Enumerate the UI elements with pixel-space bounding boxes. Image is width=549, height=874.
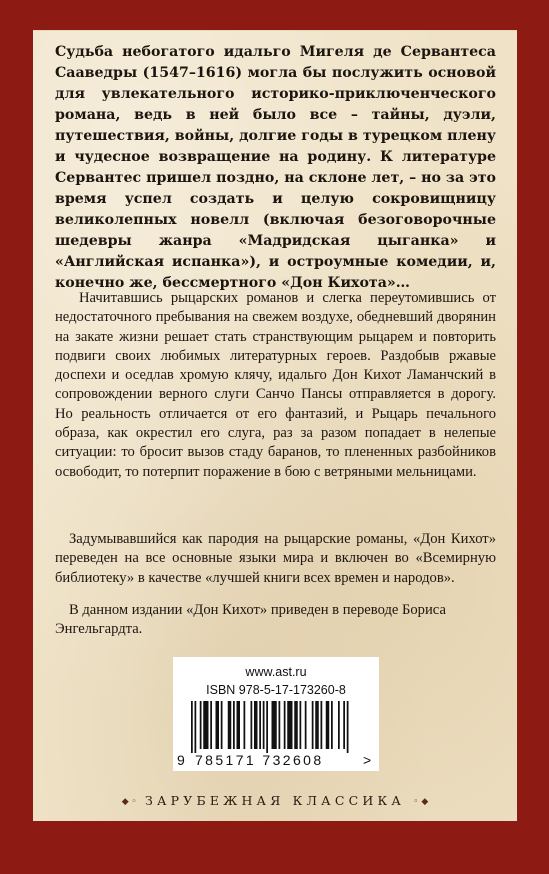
barcode-bar [203,701,208,749]
barcode-bar [272,701,277,749]
barcode-bar [343,701,345,749]
barcode-bar [254,701,258,749]
barcode-bar [244,701,246,749]
barcode-bar [263,701,265,749]
barcode-bar [331,701,333,749]
barcode-bar [191,701,193,753]
barcode-bar [237,701,241,749]
barcode-bar [251,701,253,749]
barcode-bar [195,701,197,753]
barcode-bar [347,701,349,753]
barcode-bar [326,701,330,749]
barcode-bar [210,701,212,749]
barcode-bar [287,701,292,749]
plot-paragraph: Начитавшись рыцарских романов и слегка переутомившись от недостаточного пребывания на свежем воздухе, обедневший дворянин на закате жизни решает стать странствующим рыцарем и повторить подвиги своих любимых литературных героев. Раздобыв ржавые доспехи и оседлав хромую клячу, идальго Дон Кихот Ламанчский в сопровождении верного слуги Санчо Пансы отправляется в дорогу. Но реальность отличается от его фантазий, и Рыцарь печального образа, как окрестил его слуга, раз за разом попадает в нелепые ситуации: то бросит вызов стаду баранов, то плененных разбойников освободит, то потерпит поражение в бою с ветряными мельницами. [55,290,496,480]
author-intro-paragraph: Судьба небогатого идальго Мигеля де Сервантеса Сааведры (1547–1616) могла бы послужить основой для увлекательного историко-приключенческого романа, ведь в ней было все – тайны, дуэли, путешествия, войны, долгие годы в турецком плену и чудесное возвращение на родину. К литературе Сервантес пришел поздно, на склоне лет, – но за это время успел создать и целую сокровищницу великолепных новелл (включая безоговорочные шедевры жанра «Мадридская цыганка» и «Английская испанка»), и остроумные комедии, и, конечно же, бессмертного «Дон Кихота»… [55,44,497,291]
barcode-quiet-zone-arrow: > [363,752,372,768]
ornament-left-icon: ◆ ◦ [121,797,137,807]
barcode-bar [312,701,314,749]
barcode-digits: 785171 732608 [195,752,324,768]
barcode-bar [321,701,323,749]
isbn-number: ISBN 978-5-17-173260-8 [206,683,346,697]
ornament-right-icon: ◦ ◆ [413,797,429,807]
barcode-bars [191,701,369,753]
barcode-bar [259,701,261,749]
barcode-lead-digit: 9 [177,752,185,768]
barcode-bar [305,701,307,749]
barcode-bar [279,701,281,749]
barcode-bar [221,701,223,749]
series-label: ЗАРУБЕЖНАЯ КЛАССИКА [144,793,406,808]
publisher-url: www.ast.ru [245,665,307,679]
barcode-bar [200,701,202,749]
barcode-bar [294,701,298,749]
edition-paragraph: В данном издании «Дон Кихот» приведен в переводе Бориса Энгельгардта. [55,602,446,638]
barcode-bar [300,701,302,749]
barcode-bar [266,701,268,753]
barcode-bar [338,701,340,749]
barcode-bar [315,701,319,749]
barcode-bar [216,701,220,749]
barcode-bar [284,701,286,749]
series-title [33,793,517,808]
barcode-bar [233,701,235,749]
barcode-bar [228,701,232,749]
barcode-label [173,657,379,771]
translations-paragraph: Задумывавшийся как пародия на рыцарские романы, «Дон Кихот» переведен на все основные языки мира и включен во «Всемирную библиотеку» в качестве «лучшей книги всех времен и народов». [55,531,496,586]
